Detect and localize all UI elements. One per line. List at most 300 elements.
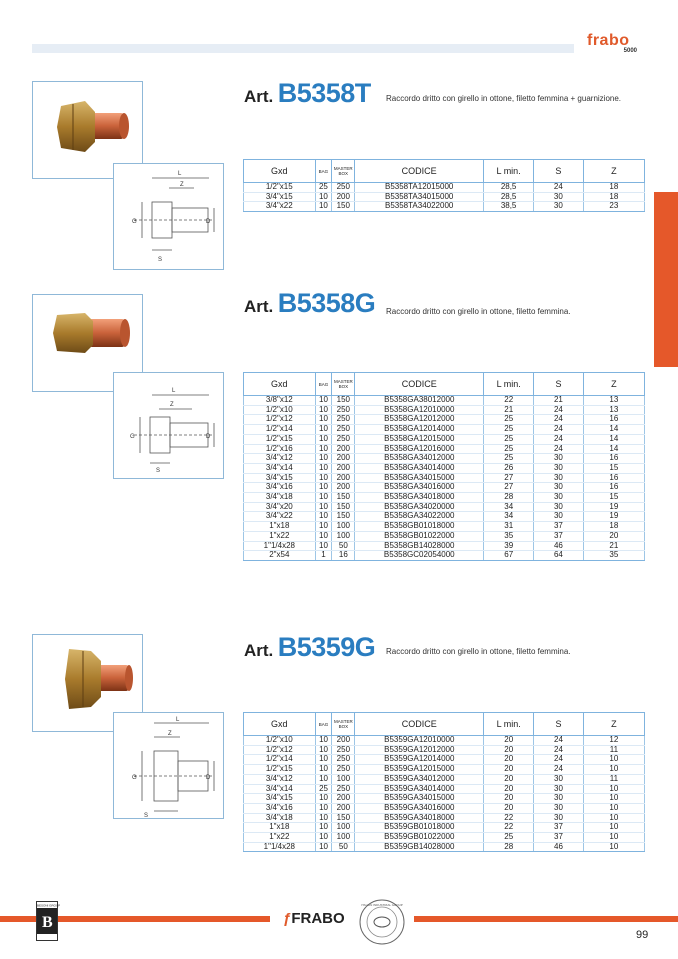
table-cell: 10 [315, 736, 332, 746]
svg-text:L: L [178, 171, 182, 177]
col-z: Z [583, 373, 644, 396]
table-cell: 1"x22 [244, 833, 316, 843]
table-row [244, 434, 645, 444]
col-l-min: L min. [484, 713, 534, 736]
besoni-group-logo [36, 901, 61, 941]
table-cell: 10 [315, 473, 332, 483]
table-cell: B5359GA12014000 [355, 755, 484, 765]
table-cell: 30 [534, 813, 584, 823]
table-cell: 1 [315, 551, 332, 561]
table-cell: 37 [534, 522, 584, 532]
table-row [244, 736, 645, 746]
table-cell: 16 [583, 415, 644, 425]
table-cell: 1/2"x10 [244, 405, 316, 415]
table-cell: 10 [315, 794, 332, 804]
table-cell: 10 [583, 813, 644, 823]
table-cell: 3/4"x14 [244, 784, 316, 794]
table-cell: 19 [583, 502, 644, 512]
table-cell: 34 [484, 512, 534, 522]
table-cell: 30 [534, 483, 584, 493]
table-cell: 10 [315, 512, 332, 522]
table-cell: 2"x54 [244, 551, 316, 561]
table-cell: 14 [583, 425, 644, 435]
col-bag: BAG [315, 713, 332, 736]
table-cell: 28,5 [484, 192, 534, 202]
table-cell: 16 [332, 551, 355, 561]
table-cell: 250 [332, 415, 355, 425]
svg-text:S: S [156, 468, 161, 474]
table-row [244, 183, 645, 193]
table-cell: 24 [534, 415, 584, 425]
table-cell: B5358GB14028000 [355, 541, 484, 551]
article-title [244, 78, 371, 109]
table-cell: 10 [315, 396, 332, 406]
table-row [244, 774, 645, 784]
svg-text:ITALIAN INDUSTRIAL GROUP: ITALIAN INDUSTRIAL GROUP [361, 903, 403, 907]
table-cell: B5358GA34018000 [355, 493, 484, 503]
table-cell: 10 [315, 434, 332, 444]
table-cell: 30 [534, 192, 584, 202]
table-cell: 3/4"x15 [244, 473, 316, 483]
table-cell: 25 [484, 454, 534, 464]
table-cell: 16 [583, 473, 644, 483]
table-cell: 10 [315, 541, 332, 551]
table-cell: B5359GB01018000 [355, 823, 484, 833]
table-cell: 37 [534, 531, 584, 541]
table-cell: 250 [332, 755, 355, 765]
col-gxd: Gxd [244, 373, 316, 396]
table-cell: 24 [534, 755, 584, 765]
table-row [244, 454, 645, 464]
table-row [244, 396, 645, 406]
table-cell: 22 [484, 813, 534, 823]
col-master-box: MASTER BOX [332, 373, 355, 396]
table-cell: 30 [534, 202, 584, 212]
table-cell: 13 [583, 405, 644, 415]
table-cell: 3/4"x20 [244, 502, 316, 512]
table-cell: B5358GA12010000 [355, 405, 484, 415]
table-cell: 30 [534, 512, 584, 522]
table-header-row [244, 160, 645, 183]
table-cell: 21 [583, 541, 644, 551]
table-cell: 3/4"x15 [244, 794, 316, 804]
table-cell: B5358GB01018000 [355, 522, 484, 532]
table-cell: 30 [534, 463, 584, 473]
table-row [244, 463, 645, 473]
table-cell: 10 [583, 803, 644, 813]
table-cell: B5359GB14028000 [355, 842, 484, 852]
table-cell: 24 [534, 425, 584, 435]
table-cell: 250 [332, 183, 355, 193]
table-cell: 34 [484, 502, 534, 512]
table-cell: 10 [315, 483, 332, 493]
table-cell: 19 [583, 512, 644, 522]
table-cell: 20 [484, 765, 534, 775]
table-cell: 25 [484, 415, 534, 425]
col-gxd: Gxd [244, 713, 316, 736]
table-cell: 10 [315, 813, 332, 823]
table-cell: 3/4"x22 [244, 512, 316, 522]
table-cell: 30 [534, 502, 584, 512]
table-cell: B5358TA34015000 [355, 192, 484, 202]
svg-text:D: D [206, 219, 211, 225]
table-cell: 1/2"x15 [244, 765, 316, 775]
article-description: Raccordo dritto con girello in ottone, filetto femmina. [386, 307, 571, 316]
table-cell: 15 [583, 463, 644, 473]
table-cell: 16 [583, 454, 644, 464]
table-cell: 38,5 [484, 202, 534, 212]
table-cell: 10 [583, 823, 644, 833]
table-cell: 20 [484, 755, 534, 765]
table-cell: 30 [534, 493, 584, 503]
table-cell: B5358GA34012000 [355, 454, 484, 464]
table-cell: B5359GA34018000 [355, 813, 484, 823]
table-cell: 250 [332, 434, 355, 444]
table-cell: B5358GA12012000 [355, 415, 484, 425]
table-cell: 24 [534, 444, 584, 454]
seal-icon [358, 898, 406, 946]
table-cell: 1"x18 [244, 522, 316, 532]
table-cell: 64 [534, 551, 584, 561]
table-cell: B5358GA34020000 [355, 502, 484, 512]
table-cell: B5358TA12015000 [355, 183, 484, 193]
table-cell: 1/2"x10 [244, 736, 316, 746]
table-cell: 250 [332, 765, 355, 775]
svg-text:G: G [132, 775, 137, 781]
col-master-box: MASTER BOX [332, 160, 355, 183]
table-cell: 46 [534, 541, 584, 551]
table-row [244, 765, 645, 775]
table-cell: B5359GA12015000 [355, 765, 484, 775]
table-row [244, 803, 645, 813]
svg-text:D: D [206, 434, 211, 440]
svg-text:BESONI GROUP: BESONI GROUP [37, 903, 61, 908]
table-cell: 150 [332, 396, 355, 406]
table-cell: 37 [534, 833, 584, 843]
table-cell: 3/4"x16 [244, 803, 316, 813]
article-title [244, 632, 375, 663]
table-cell: 23 [583, 202, 644, 212]
col-z: Z [583, 160, 644, 183]
table-cell: 100 [332, 833, 355, 843]
table-cell: 1"1/4x28 [244, 541, 316, 551]
table-cell: 30 [534, 473, 584, 483]
table-cell: 1/2"x15 [244, 183, 316, 193]
table-cell: 22 [484, 396, 534, 406]
table-cell: 150 [332, 512, 355, 522]
table-cell: 10 [315, 425, 332, 435]
table-cell: 25 [484, 434, 534, 444]
table-cell: 30 [534, 774, 584, 784]
svg-text:B: B [42, 914, 53, 931]
table-cell: 3/4"x14 [244, 463, 316, 473]
table-cell: 16 [583, 483, 644, 493]
technical-drawing [113, 163, 224, 270]
table-cell: 10 [315, 745, 332, 755]
table-cell: 250 [332, 745, 355, 755]
table-cell: 3/4"x15 [244, 192, 316, 202]
table-cell: 46 [534, 842, 584, 852]
table-cell: B5358GA12015000 [355, 434, 484, 444]
table-cell: 35 [583, 551, 644, 561]
spec-table [243, 159, 645, 212]
table-cell: 14 [583, 444, 644, 454]
table-cell: 10 [315, 202, 332, 212]
table-header-row [244, 373, 645, 396]
frabo-mark-icon: ƒ [283, 910, 292, 927]
table-cell: 100 [332, 531, 355, 541]
table-cell: 150 [332, 202, 355, 212]
logo-subtext: 5000 [623, 48, 637, 54]
besoni-b-icon [37, 902, 61, 940]
article-code: B5359G [277, 632, 376, 662]
table-cell: 24 [534, 736, 584, 746]
table-cell: 67 [484, 551, 534, 561]
table-cell: 150 [332, 493, 355, 503]
svg-text:S: S [144, 813, 149, 819]
table-cell: 27 [484, 483, 534, 493]
table-cell: 250 [332, 784, 355, 794]
table-cell: 150 [332, 813, 355, 823]
table-cell: 10 [315, 803, 332, 813]
table-cell: B5359GA34014000 [355, 784, 484, 794]
col-codice: CODICE [355, 713, 484, 736]
footer-brand-text: FRABO [291, 910, 345, 927]
footer-brand [283, 910, 345, 927]
col-l-min: L min. [484, 373, 534, 396]
table-cell: 10 [315, 774, 332, 784]
table-cell: 11 [583, 774, 644, 784]
col-l-min: L min. [484, 160, 534, 183]
table-cell: 1/2"x14 [244, 425, 316, 435]
table-cell: 20 [484, 794, 534, 804]
table-cell: 1"x18 [244, 823, 316, 833]
spec-table [243, 372, 645, 561]
table-cell: 10 [315, 415, 332, 425]
article-description: Raccordo dritto con girello in ottone, filetto femmina + guarnizione. [386, 94, 622, 103]
table-cell: 200 [332, 803, 355, 813]
table-cell: 11 [583, 745, 644, 755]
table-cell: 3/4"x18 [244, 493, 316, 503]
table-cell: 10 [315, 405, 332, 415]
table-cell: 10 [315, 192, 332, 202]
table-cell: B5358GA12016000 [355, 444, 484, 454]
header-bar [32, 44, 574, 53]
article-description: Raccordo dritto con girello in ottone, filetto femmina. [386, 647, 571, 656]
table-cell: B5358GC02054000 [355, 551, 484, 561]
svg-text:D: D [206, 775, 211, 781]
col-master-box: MASTER BOX [332, 713, 355, 736]
table-cell: 14 [583, 434, 644, 444]
table-cell: 10 [315, 833, 332, 843]
table-cell: 1/2"x16 [244, 444, 316, 454]
table-cell: 50 [332, 541, 355, 551]
table-cell: 20 [484, 774, 534, 784]
article-prefix: Art. [244, 297, 274, 316]
article-code: B5358T [277, 78, 371, 108]
table-cell: 28,5 [484, 183, 534, 193]
quality-seal [358, 898, 406, 946]
table-cell: 30 [534, 794, 584, 804]
svg-text:Z: Z [168, 731, 172, 737]
table-cell: 1/2"x12 [244, 415, 316, 425]
table-cell: 10 [583, 842, 644, 852]
table-cell: 1"x22 [244, 531, 316, 541]
page-number: 99 [636, 929, 649, 941]
table-cell: 200 [332, 192, 355, 202]
table-cell: B5359GA34016000 [355, 803, 484, 813]
table-row [244, 833, 645, 843]
table-cell: 10 [315, 493, 332, 503]
col-bag: BAG [315, 160, 332, 183]
table-cell: B5358GA34015000 [355, 473, 484, 483]
svg-text:Z: Z [180, 182, 184, 188]
table-cell: 27 [484, 473, 534, 483]
table-cell: 30 [534, 784, 584, 794]
table-cell: 1/2"x12 [244, 745, 316, 755]
article-prefix: Art. [244, 641, 274, 660]
table-cell: 10 [315, 842, 332, 852]
table-cell: 18 [583, 183, 644, 193]
table-cell: 15 [583, 493, 644, 503]
table-cell: 24 [534, 405, 584, 415]
table-cell: 10 [583, 794, 644, 804]
fitting-drawing-icon [114, 373, 223, 478]
svg-text:Z: Z [170, 402, 174, 408]
table-cell: 24 [534, 745, 584, 755]
table-cell: 200 [332, 736, 355, 746]
chapter-tab [654, 192, 678, 367]
article-code: B5358G [277, 288, 376, 318]
logo-text: frabo [587, 32, 630, 49]
table-row [244, 531, 645, 541]
table-cell: 10 [315, 463, 332, 473]
table-cell: 10 [583, 755, 644, 765]
table-cell: 31 [484, 522, 534, 532]
table-cell: 10 [583, 833, 644, 843]
technical-drawing [113, 712, 224, 819]
table-cell: 18 [583, 522, 644, 532]
table-cell: 200 [332, 483, 355, 493]
table-cell: 24 [534, 434, 584, 444]
table-cell: 25 [484, 444, 534, 454]
table-cell: 21 [484, 405, 534, 415]
article-title [244, 288, 375, 319]
table-cell: 37 [534, 823, 584, 833]
table-cell: 35 [484, 531, 534, 541]
table-cell: 10 [315, 454, 332, 464]
table-cell: 200 [332, 463, 355, 473]
table-cell: 3/4"x12 [244, 454, 316, 464]
svg-text:L: L [176, 717, 180, 723]
col-s: S [534, 373, 584, 396]
table-cell: 3/4"x22 [244, 202, 316, 212]
table-cell: 10 [315, 502, 332, 512]
technical-drawing [113, 372, 224, 479]
table-cell: B5359GB01022000 [355, 833, 484, 843]
table-cell: B5359GA34012000 [355, 774, 484, 784]
spec-table [243, 712, 645, 852]
table-cell: B5358GA34022000 [355, 512, 484, 522]
table-cell: 250 [332, 405, 355, 415]
table-cell: B5358GB01022000 [355, 531, 484, 541]
table-cell: 1"1/4x28 [244, 842, 316, 852]
table-cell: 200 [332, 454, 355, 464]
table-cell: 10 [315, 531, 332, 541]
col-s: S [534, 160, 584, 183]
table-cell: B5358GA12014000 [355, 425, 484, 435]
table-cell: 10 [315, 823, 332, 833]
table-cell: 10 [583, 784, 644, 794]
table-cell: 30 [534, 454, 584, 464]
table-cell: 26 [484, 463, 534, 473]
table-cell: 28 [484, 493, 534, 503]
table-cell: 21 [534, 396, 584, 406]
table-row [244, 551, 645, 561]
svg-text:S: S [158, 257, 163, 263]
svg-text:G: G [132, 219, 137, 225]
table-cell: 200 [332, 794, 355, 804]
table-cell: 22 [484, 823, 534, 833]
table-cell: B5358GA34014000 [355, 463, 484, 473]
table-cell: 25 [315, 183, 332, 193]
table-cell: 20 [583, 531, 644, 541]
table-cell: B5358TA34022000 [355, 202, 484, 212]
table-cell: 3/8"x12 [244, 396, 316, 406]
svg-text:L: L [172, 388, 176, 394]
table-cell: 24 [534, 765, 584, 775]
table-cell: 28 [484, 842, 534, 852]
table-cell: 10 [315, 755, 332, 765]
table-cell: 100 [332, 823, 355, 833]
table-cell: 20 [484, 736, 534, 746]
table-cell: 100 [332, 774, 355, 784]
table-cell: 10 [315, 522, 332, 532]
table-cell: 150 [332, 502, 355, 512]
table-cell: 30 [534, 803, 584, 813]
table-cell: 200 [332, 473, 355, 483]
table-cell: 25 [315, 784, 332, 794]
table-cell: 1/2"x14 [244, 755, 316, 765]
col-codice: CODICE [355, 373, 484, 396]
table-cell: 10 [583, 765, 644, 775]
table-cell: 10 [315, 444, 332, 454]
table-header-row [244, 713, 645, 736]
table-cell: 200 [332, 444, 355, 454]
table-cell: 13 [583, 396, 644, 406]
table-cell: B5358GA38012000 [355, 396, 484, 406]
frabo-logo [587, 33, 637, 57]
fitting-drawing-icon [114, 713, 223, 818]
col-gxd: Gxd [244, 160, 316, 183]
table-cell: 25 [484, 425, 534, 435]
footer-bar-right [414, 916, 678, 922]
table-cell: 39 [484, 541, 534, 551]
table-cell: 18 [583, 192, 644, 202]
table-cell: B5358GA34016000 [355, 483, 484, 493]
table-cell: 1/2"x15 [244, 434, 316, 444]
table-cell: B5359GA12010000 [355, 736, 484, 746]
table-row [244, 425, 645, 435]
table-cell: B5359GA12012000 [355, 745, 484, 755]
table-cell: 20 [484, 784, 534, 794]
col-bag: BAG [315, 373, 332, 396]
table-cell: 3/4"x16 [244, 483, 316, 493]
table-cell: 25 [484, 833, 534, 843]
table-row [244, 202, 645, 212]
table-row [244, 794, 645, 804]
fitting-drawing-icon [114, 164, 223, 269]
